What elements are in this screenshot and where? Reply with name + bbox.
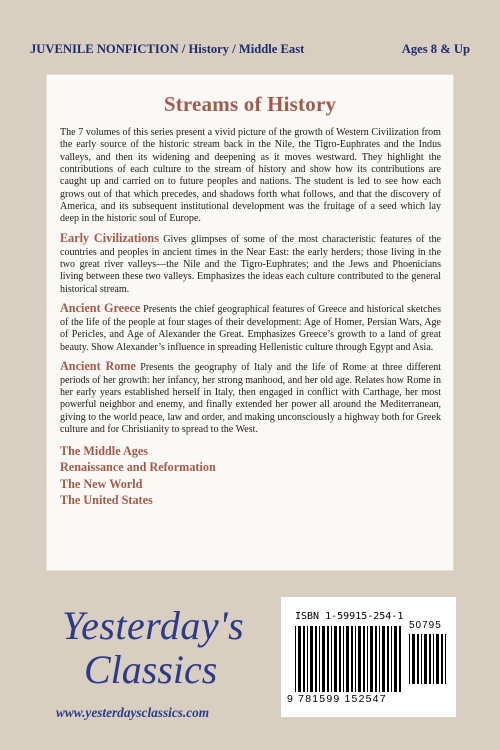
logo-line1: Yesterday's	[62, 603, 245, 648]
section-heading: Ancient Rome	[60, 359, 136, 374]
barcode-bar	[417, 634, 419, 684]
barcode-bar	[334, 626, 337, 692]
price-barcode	[409, 634, 449, 684]
barcode-bar	[327, 626, 329, 692]
barcode-bar	[379, 626, 380, 692]
barcode-bar	[394, 626, 397, 692]
age-range-label: Ages 8 & Up	[401, 42, 470, 56]
barcode-bar	[315, 626, 317, 692]
section-ancient-rome	[60, 360, 441, 436]
barcode-bar	[391, 626, 392, 692]
barcode-bar	[387, 626, 389, 692]
ean-digits: 9 781599 152547	[287, 693, 387, 705]
section-text: Presents the geography of Italy and the life of Rome at three different periods of her growth: her infancy, her strong manhood, and her old age. Relates how Rome in her early years established herself in Italy, then engaged in conflict with Carthage, her most powerful neighbor and enemy, and finally extended her power all around the Mediterranean, giving to the world peace, law and order, and making unconsciously a highway both for Greek culture and for Christianity to spread to the West.	[60, 362, 442, 436]
barcode-bar	[331, 626, 332, 692]
barcode-bar	[370, 626, 373, 692]
barcode-bar	[339, 626, 341, 692]
description-panel	[47, 75, 453, 570]
volume-item: Renaissance and Reformation	[60, 460, 216, 475]
volume-list	[60, 443, 441, 509]
section-ancient-greece	[60, 302, 441, 353]
section-early-civilizations	[60, 232, 441, 296]
volume-item: The New World	[60, 476, 143, 491]
isbn-label: ISBN 1-59915-254-1	[295, 611, 404, 622]
series-title: Streams of History	[163, 92, 337, 116]
publisher-url[interactable]: www.yesterdaysclassics.com	[56, 705, 210, 720]
logo-line2: Classics	[84, 647, 218, 692]
barcode-bar	[319, 626, 320, 692]
barcode-bar	[358, 626, 361, 692]
barcode-bar	[295, 626, 296, 692]
barcode-bar	[375, 626, 377, 692]
category-label: JUVENILE NONFICTION / History / Middle East	[30, 42, 305, 56]
barcode-bar	[367, 626, 368, 692]
price-code-label: 50795	[409, 620, 442, 631]
volume-item: The Middle Ages	[60, 443, 149, 458]
section-heading: Ancient Greece	[60, 301, 141, 316]
section-text: Gives glimpses of some of the most characteristic features of the countries and peoples in ancient times in the Near East: the early herders; those living in the two great river valleys—the Nile and the Tigro-Euphrates; and the Jews and Phoenicians living between these two valleys. Emphasizes the ideas each culture contributed to the general historical stream.	[60, 234, 441, 295]
barcode-bar	[382, 626, 385, 692]
barcode-bar	[421, 634, 422, 684]
intro-paragraph: The 7 volumes of this series present a vivid picture of the growth of Western Civilization from the early source of the historic stream back in the Nile, the Tigro-Euphrates and the Indus valleys, and then its widening and deepening as it moves westward. They highlight the contributions of each culture to the stream of history and show how its contributions are caught up and carried on to future peoples and nations. The student is led to see how each grows out of that which precedes, and shadows forth what follows, and that the discovery of America, and its subsequent institutional development was the fruitage of a seed which lay deep in the historic soul of Europe.	[60, 127, 441, 225]
barcode-box	[281, 597, 456, 717]
barcode-bar	[399, 626, 401, 692]
volume-item: The United States	[60, 493, 153, 508]
publisher-logo	[62, 603, 262, 692]
section-text: Presents the chief geographical features of Greece and historical sketches of the life of the people at four stages of their development: Age of Homer, Persian Wars, Age of Pericles, and Age of Alexander the Great. Emphasizes Greece’s growth to a land of great beauty. Show Alexander’s influence in spreading Hellenistic culture through Egypt and Asia.	[60, 304, 441, 353]
barcode-bar	[310, 626, 313, 692]
description-content	[60, 127, 441, 509]
barcode-bar	[445, 634, 446, 684]
barcode-bar	[351, 626, 353, 692]
category-line	[30, 42, 470, 57]
barcode-bar	[343, 626, 344, 692]
barcode-bar	[436, 634, 439, 684]
barcode-bar	[298, 626, 301, 692]
barcode-bar	[307, 626, 308, 692]
barcode-bar	[429, 634, 431, 684]
barcode-bar	[303, 626, 305, 692]
barcode-bar	[409, 634, 410, 684]
barcode-bar	[346, 626, 349, 692]
barcode-bar	[424, 634, 427, 684]
barcode-bar	[363, 626, 365, 692]
ean-barcode	[295, 626, 403, 692]
section-heading: Early Civilizations	[60, 231, 159, 246]
barcode-bar	[355, 626, 356, 692]
barcode-bar	[412, 634, 415, 684]
barcode-bar	[322, 626, 325, 692]
barcode-bar	[441, 634, 443, 684]
barcode-bar	[433, 634, 434, 684]
